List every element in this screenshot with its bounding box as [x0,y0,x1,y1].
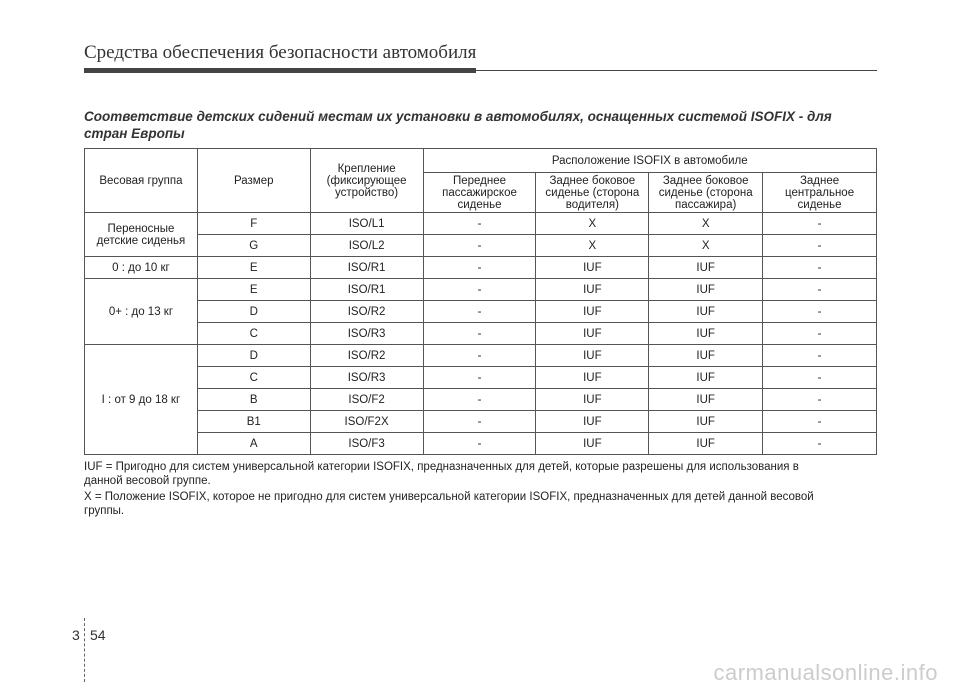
fixture-cell: ISO/F2X [310,411,423,433]
front-passenger-cell: - [423,389,536,411]
fixture-cell: ISO/F2 [310,389,423,411]
rear-driver-cell: IUF [536,279,649,301]
header-rear-center: Заднее центральное сиденье [763,173,877,213]
rear-center-cell: - [763,301,877,323]
footnote-iuf-line1: IUF = Пригодно для систем универсальной категории ISOFIX, предназначенных для детей, которые разрешены для использования в [84,461,799,473]
rear-center-cell: - [763,345,877,367]
front-passenger-cell: - [423,433,536,455]
size-cell: D [197,345,310,367]
table-row [85,235,877,257]
fixture-cell: ISO/R3 [310,323,423,345]
footnote-iuf-line2: данной весовой группе. [84,475,211,487]
rear-driver-cell: IUF [536,323,649,345]
header-size: Размер [197,149,310,213]
fixture-cell: ISO/R2 [310,345,423,367]
rear-center-cell: - [763,213,877,235]
table-row [85,411,877,433]
rear-driver-cell: IUF [536,411,649,433]
fixture-cell: ISO/R1 [310,257,423,279]
fixture-cell: ISO/R2 [310,301,423,323]
table-row [85,213,877,235]
fixture-cell: ISO/R1 [310,279,423,301]
rear-passenger-cell: IUF [649,257,763,279]
size-cell: E [197,279,310,301]
fixture-cell: ISO/F3 [310,433,423,455]
rear-passenger-cell: IUF [649,345,763,367]
table-row [85,257,877,279]
page-number: 54 [90,627,106,643]
size-cell: A [197,433,310,455]
front-passenger-cell: - [423,213,536,235]
page-divider [84,618,85,682]
fixture-cell: ISO/L1 [310,213,423,235]
size-cell: B [197,389,310,411]
rear-center-cell: - [763,323,877,345]
header-rear-side-driver: Заднее боковое сиденье (сторона водителя) [536,173,649,213]
fixture-cell: ISO/R3 [310,367,423,389]
front-passenger-cell: - [423,345,536,367]
section-heading: Соответствие детских сидений местам их установки в автомобилях, оснащенных системой ISOFIX - для стран Европы [84,109,832,141]
rear-driver-cell: IUF [536,367,649,389]
rear-center-cell: - [763,433,877,455]
front-passenger-cell: - [423,301,536,323]
footnote-iuf [84,460,874,488]
size-cell: G [197,235,310,257]
rear-driver-cell: IUF [536,257,649,279]
fixture-cell: ISO/L2 [310,235,423,257]
rear-passenger-cell: X [649,213,763,235]
header-rear-side-passenger: Заднее боковое сиденье (сторона пассажира) [649,173,763,213]
table-row [85,367,877,389]
rear-driver-cell: IUF [536,389,649,411]
table-row [85,433,877,455]
isofix-compatibility-table [84,148,877,455]
front-passenger-cell: - [423,323,536,345]
size-cell: E [197,257,310,279]
table-row [85,345,877,367]
footnotes [84,460,874,520]
section-number: 3 [72,627,80,643]
size-cell: C [197,323,310,345]
footnote-x [84,490,874,518]
front-passenger-cell: - [423,279,536,301]
size-cell: C [197,367,310,389]
header-rule-thin [84,70,877,71]
weight-group-cell: Переносные детские сиденья [85,213,198,257]
size-cell: D [197,301,310,323]
rear-center-cell: - [763,411,877,433]
rear-driver-cell: X [536,235,649,257]
weight-group-cell: 0 : до 10 кг [85,257,198,279]
rear-passenger-cell: IUF [649,323,763,345]
front-passenger-cell: - [423,367,536,389]
rear-center-cell: - [763,279,877,301]
weight-group-cell: 0+ : до 13 кг [85,279,198,345]
size-cell: B1 [197,411,310,433]
rear-center-cell: - [763,367,877,389]
rear-passenger-cell: IUF [649,367,763,389]
rear-passenger-cell: IUF [649,389,763,411]
watermark: carmanualsonline.info [713,660,938,685]
header-isofix-location: Расположение ISOFIX в автомобиле [423,149,876,173]
table-row [85,279,877,301]
page-header-title: Средства обеспечения безопасности автомобиля [84,42,477,63]
header-weight-group: Весовая группа [85,149,198,213]
table-row [85,301,877,323]
rear-driver-cell: X [536,213,649,235]
rear-passenger-cell: IUF [649,411,763,433]
front-passenger-cell: - [423,257,536,279]
table-row [85,323,877,345]
rear-passenger-cell: X [649,235,763,257]
footnote-x-line2: группы. [84,505,125,517]
rear-center-cell: - [763,257,877,279]
rear-passenger-cell: IUF [649,301,763,323]
rear-passenger-cell: IUF [649,433,763,455]
front-passenger-cell: - [423,235,536,257]
rear-driver-cell: IUF [536,345,649,367]
front-passenger-cell: - [423,411,536,433]
rear-driver-cell: IUF [536,301,649,323]
rear-driver-cell: IUF [536,433,649,455]
size-cell: F [197,213,310,235]
footnote-x-line1: X = Положение ISOFIX, которое не пригодно для систем универсальной категории ISOFIX, предназначенных для детей данной весовой [84,491,814,503]
header-fixture: Крепление (фиксирующее устройство) [310,149,423,213]
table-row [85,389,877,411]
rear-center-cell: - [763,389,877,411]
header-front-passenger: Переднее пассажирское сиденье [423,173,536,213]
rear-center-cell: - [763,235,877,257]
rear-passenger-cell: IUF [649,279,763,301]
weight-group-cell: I : от 9 до 18 кг [85,345,198,455]
